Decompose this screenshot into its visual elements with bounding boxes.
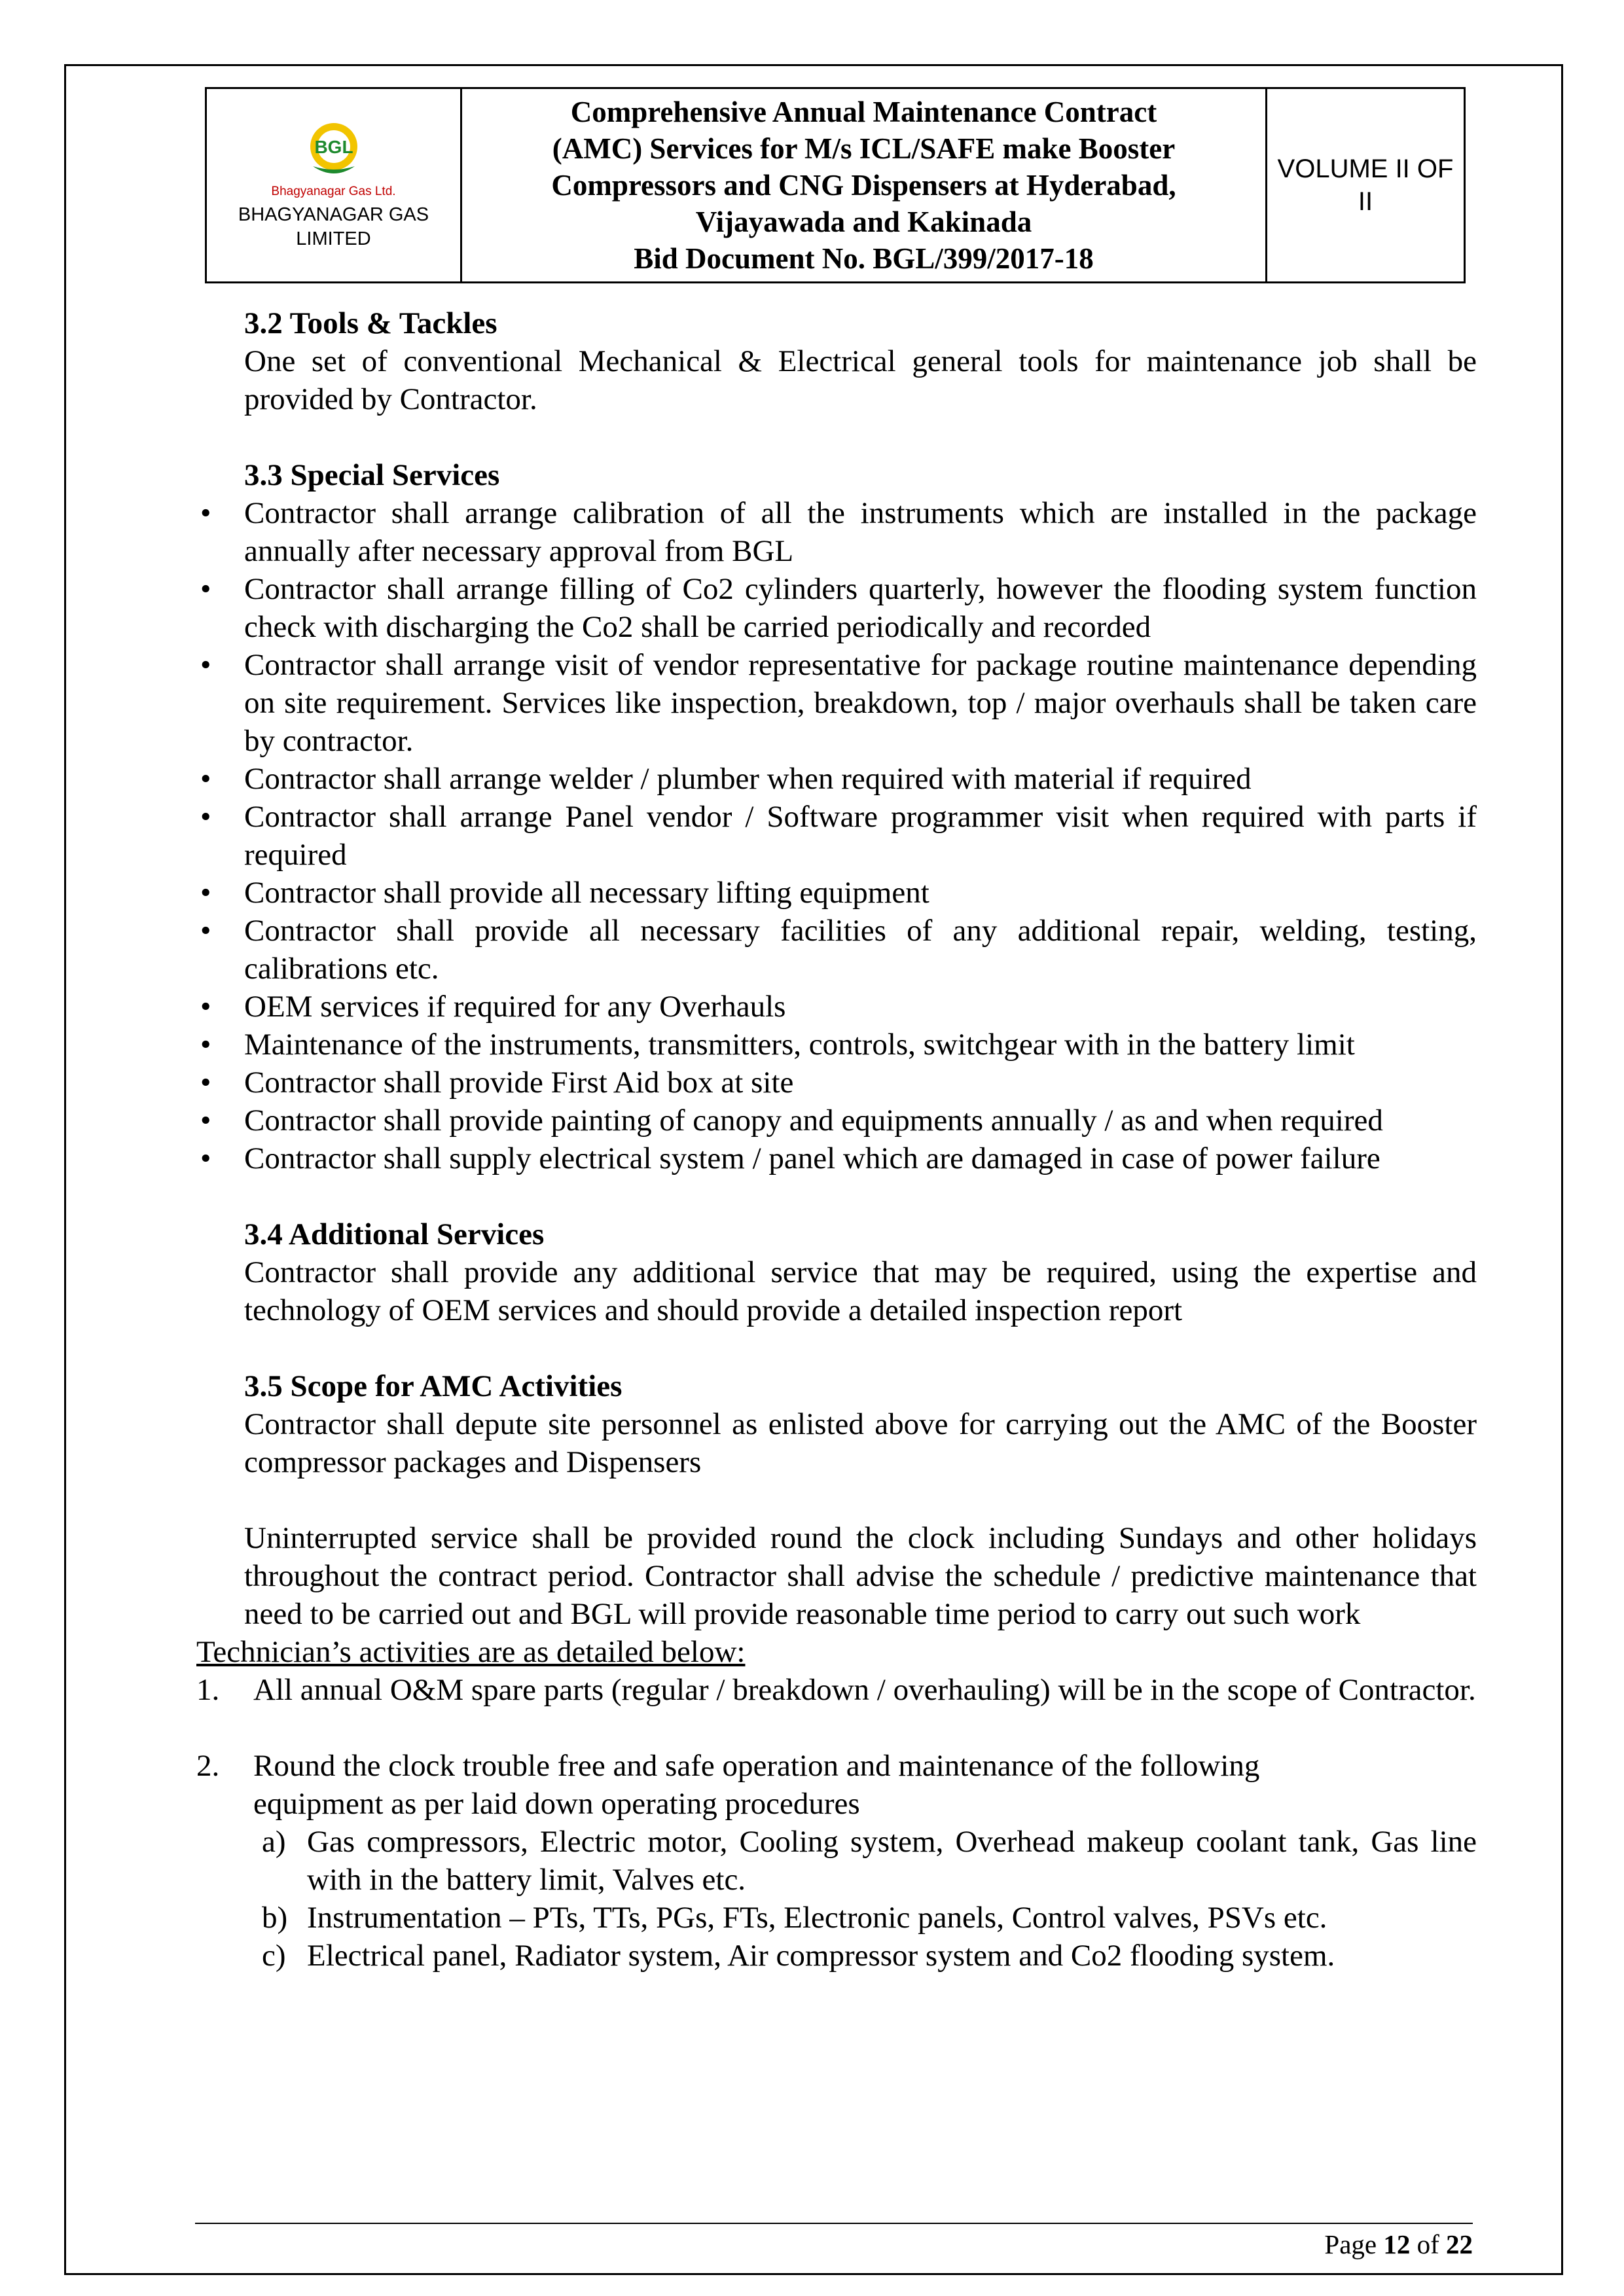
list-marker: a) — [262, 1825, 286, 1859]
list-item: • Contractor shall provide painting of canopy and equipments annually / as and when required — [196, 1102, 1477, 1139]
bgl-logo-icon — [295, 119, 373, 185]
sub-item-a — [196, 1823, 1477, 1899]
footer-page-number: 12 — [1383, 2229, 1411, 2259]
equipment-sublist — [196, 1823, 1477, 1975]
list-item: • Contractor shall arrange calibration of all the instruments which are installed in the package annually after necessary approval from BGL — [196, 494, 1477, 570]
technician-activities-heading: Technician’s activities are as detailed below: — [196, 1635, 746, 1669]
section-3-2-heading: 3.2 Tools & Tackles — [244, 306, 497, 340]
doc-title-line: Compressors and CNG Dispensers at Hyderabad, — [551, 169, 1176, 202]
list-item: • Contractor shall provide First Aid box at site — [196, 1064, 1477, 1102]
list-marker: 2. — [196, 1749, 220, 1783]
list-marker: c) — [262, 1939, 286, 1973]
sub-item-text: Electrical panel, Radiator system, Air compressor system and Co2 flooding system. — [307, 1939, 1335, 1973]
section-3-5-paragraph-1: Contractor shall depute site personnel as enlisted above for carrying out the AMC of the Booster compressor packages and Dispensers — [244, 1407, 1477, 1479]
company-name: BHAGYANAGAR GAS LIMITED — [238, 204, 429, 249]
page-footer — [195, 2228, 1473, 2261]
list-item: • OEM services if required for any Overhauls — [196, 988, 1477, 1026]
numbered-item-text: All annual O&M spare parts (regular / breakdown / overhauling) will be in the scope of Contractor. — [253, 1673, 1476, 1707]
list-item: • Contractor shall supply electrical system / panel which are damaged in case of power failure — [196, 1139, 1477, 1177]
doc-title-line: Comprehensive Annual Maintenance Contract — [570, 96, 1157, 128]
document-body — [196, 285, 1477, 1975]
company-tagline: Bhagyanagar Gas Ltd. — [271, 185, 396, 198]
list-item: • Contractor shall arrange filling of Co2 cylinders quarterly, however the flooding system function check with discharging the Co2 shall be carried periodically and recorded — [196, 570, 1477, 646]
bid-document-number: Bid Document No. BGL/399/2017-18 — [634, 242, 1094, 275]
list-item: • Contractor shall arrange visit of vendor representative for package routine maintenance depending on site requirement. Services like inspection, breakdown, top / major overhauls shall be taken care by contractor. — [196, 646, 1477, 760]
section-3-2-paragraph: One set of conventional Mechanical & Electrical general tools for maintenance job shall be provided by Contractor. — [244, 344, 1477, 416]
header-table — [205, 87, 1466, 283]
list-item: • Contractor shall arrange welder / plumber when required with material if required — [196, 760, 1477, 798]
section-3-5-paragraph-2: Uninterrupted service shall be provided round the clock including Sundays and other holidays throughout the contract period. Contractor shall advise the schedule / predictive maintenance that need to be carried out and BGL will provide reasonable time period to carry out such work — [244, 1521, 1477, 1631]
section-3-4-paragraph: Contractor shall provide any additional service that may be required, using the expertise and technology of OEM services and should provide a detailed inspection report — [244, 1255, 1477, 1327]
footer-of-label: of — [1410, 2229, 1446, 2259]
list-marker: 1. — [196, 1673, 220, 1707]
doc-title-line: (AMC) Services for M/s ICL/SAFE make Booster — [552, 132, 1176, 165]
list-item: • Contractor shall provide all necessary lifting equipment — [196, 874, 1477, 912]
numbered-item-text: equipment as per laid down operating procedures — [253, 1787, 860, 1821]
sub-item-text: Gas compressors, Electric motor, Cooling system, Overhead makeup coolant tank, Gas line with in the battery limit, Valves etc. — [307, 1825, 1477, 1897]
footer-page-label: Page — [1324, 2229, 1384, 2259]
section-3-4-heading: 3.4 Additional Services — [244, 1217, 545, 1251]
list-marker: b) — [262, 1901, 288, 1935]
logo-text: BGL — [314, 137, 353, 157]
list-item: • Contractor shall arrange Panel vendor / Software programmer visit when required with parts if required — [196, 798, 1477, 874]
numbered-item-text: Round the clock trouble free and safe operation and maintenance of the following — [253, 1749, 1260, 1783]
title-cell — [462, 89, 1267, 281]
sub-item-text: Instrumentation – PTs, TTs, PGs, FTs, Electronic panels, Control valves, PSVs etc. — [307, 1901, 1327, 1935]
volume-cell — [1267, 89, 1464, 281]
numbered-item-2 — [196, 1747, 1477, 1823]
sub-item-b — [196, 1899, 1477, 1937]
footer-page-total: 22 — [1446, 2229, 1473, 2259]
list-item: • Contractor shall provide all necessary facilities of any additional repair, welding, testing, calibrations etc. — [196, 912, 1477, 988]
list-item: • Maintenance of the instruments, transmitters, controls, switchgear with in the battery limit — [196, 1026, 1477, 1064]
special-services-list — [196, 494, 1477, 1177]
sub-item-c — [196, 1937, 1477, 1975]
section-3-5-heading: 3.5 Scope for AMC Activities — [244, 1369, 623, 1403]
volume-label: VOLUME II OF II — [1277, 154, 1454, 216]
footer-divider — [195, 2223, 1473, 2224]
doc-title-line: Vijayawada and Kakinada — [695, 206, 1032, 238]
logo-cell — [207, 89, 462, 281]
numbered-item-1 — [196, 1671, 1477, 1709]
section-3-3-heading: 3.3 Special Services — [244, 458, 500, 492]
